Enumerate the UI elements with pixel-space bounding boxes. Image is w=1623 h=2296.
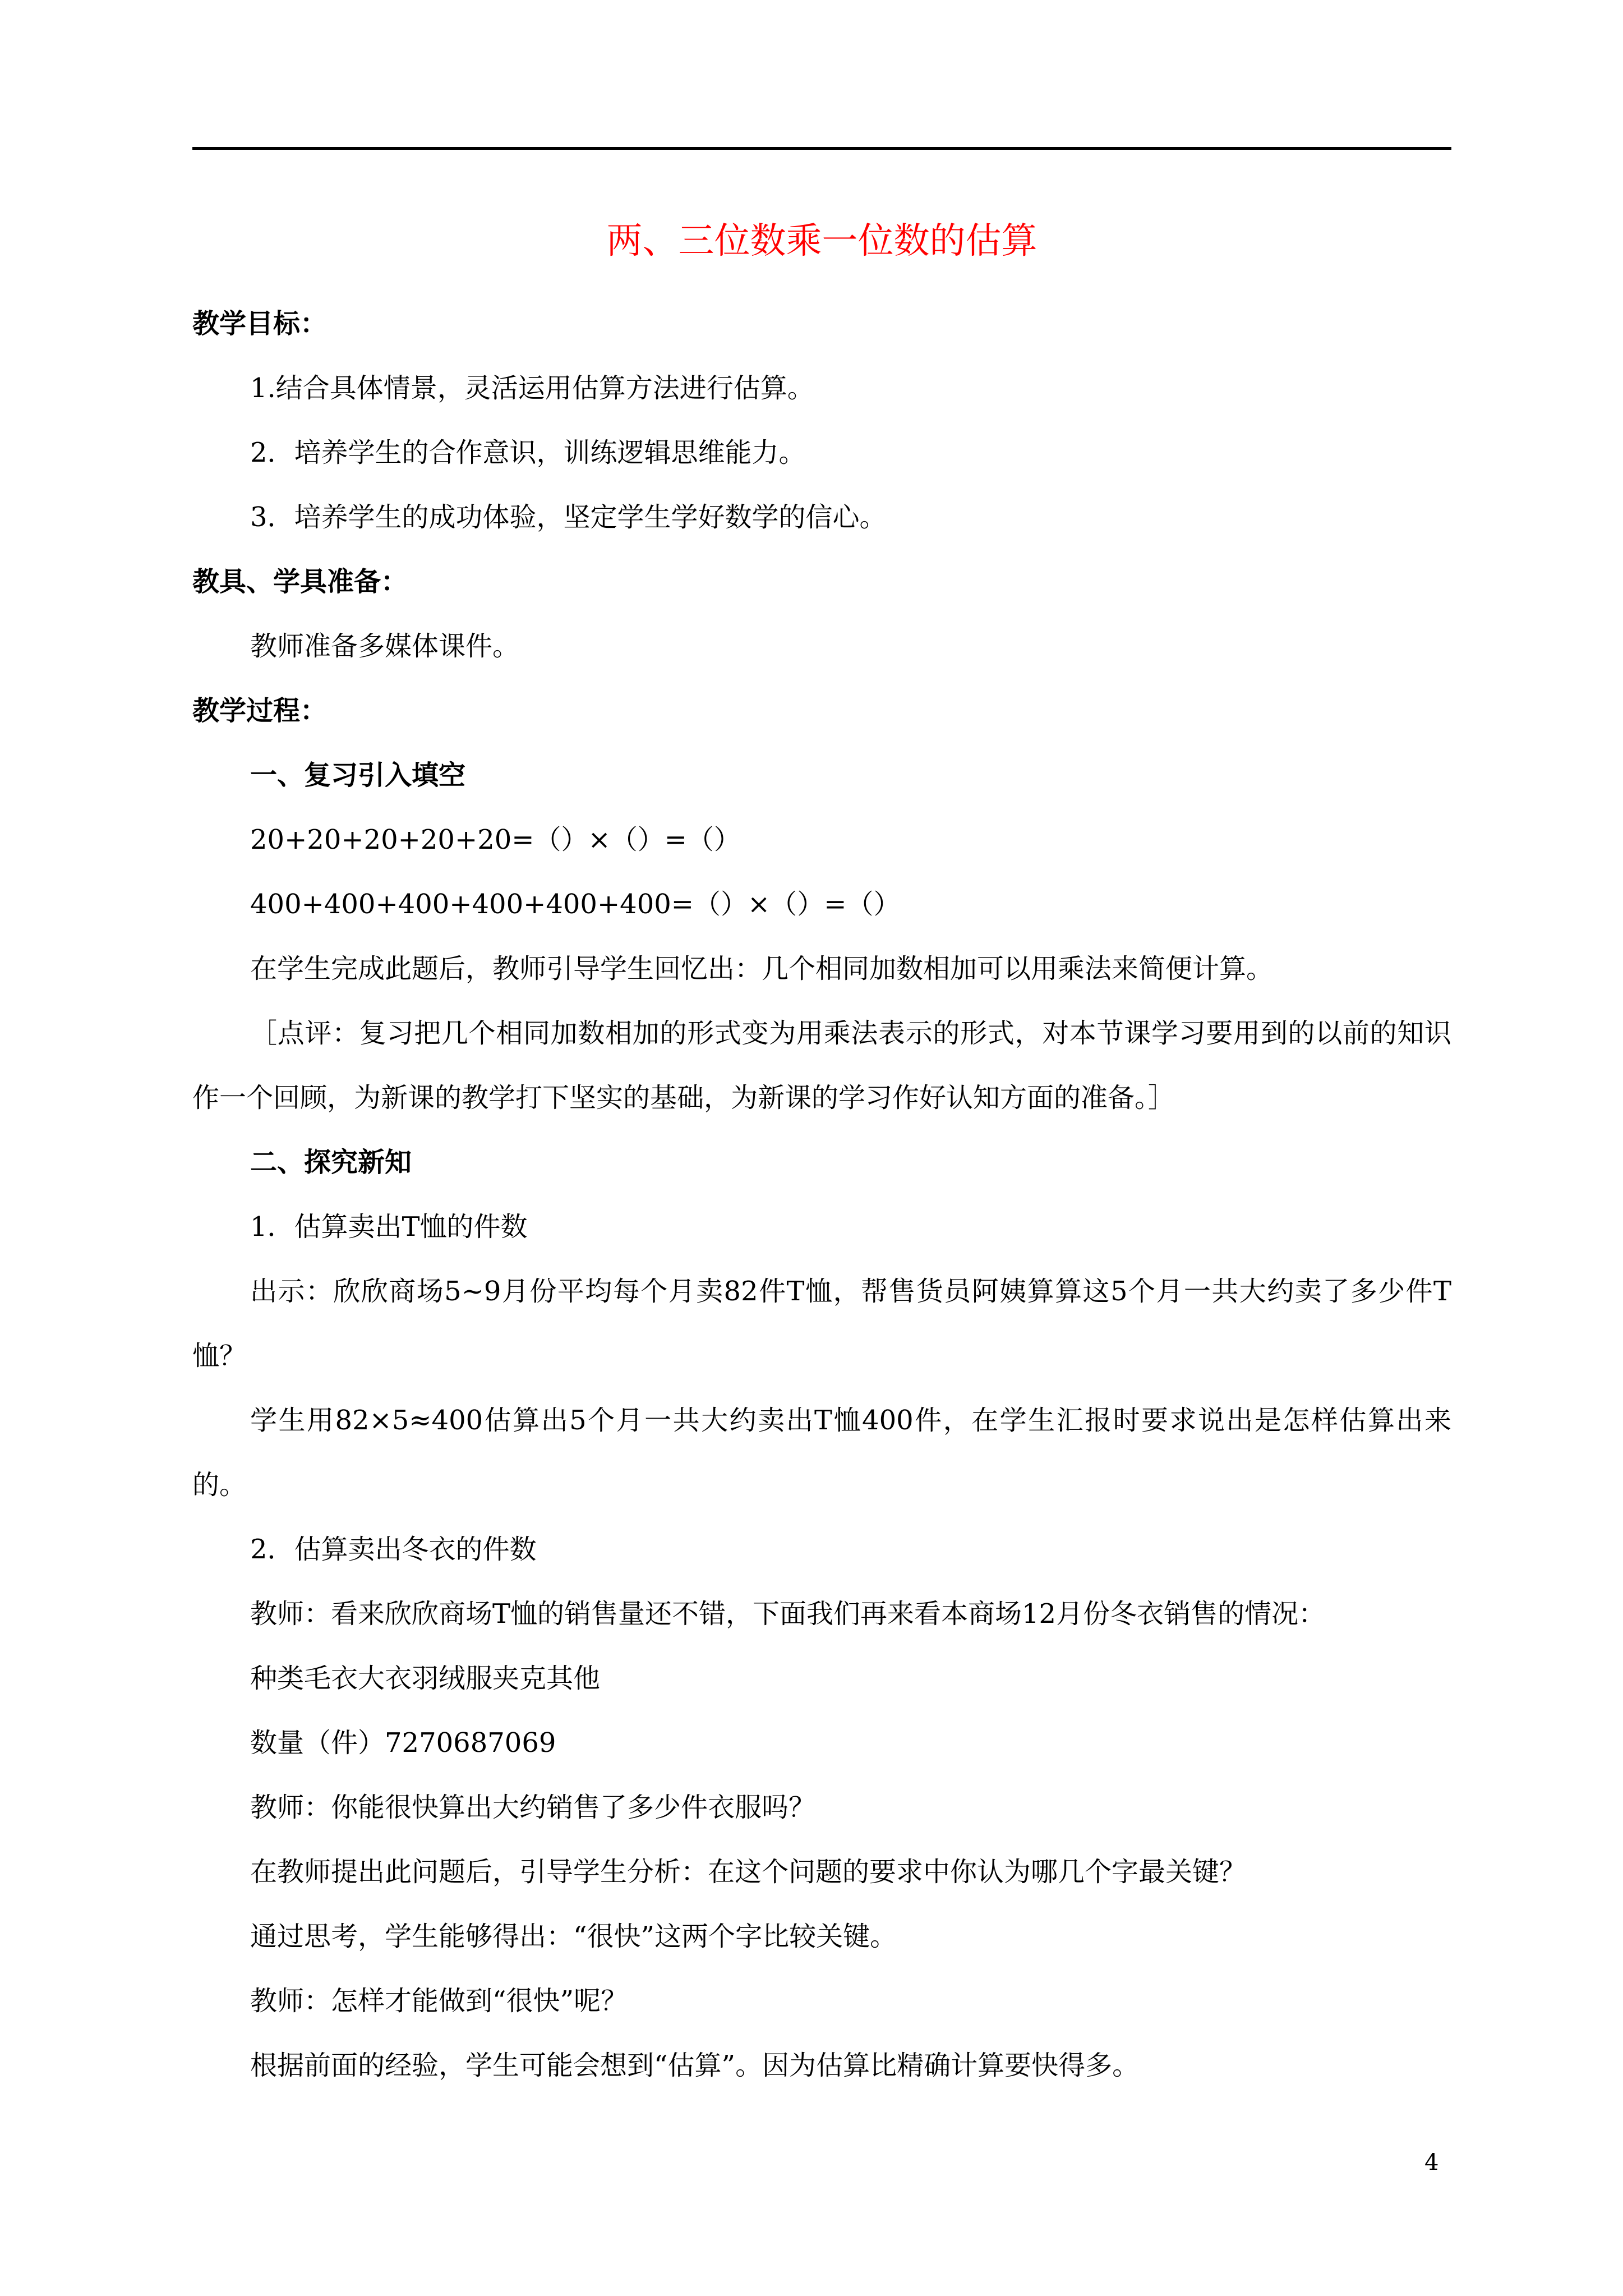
objectives-heading: 教学目标： xyxy=(192,308,328,339)
page-title: 两、三位数乘一位数的估算 xyxy=(606,220,1038,262)
document-body xyxy=(192,292,1451,2098)
sub2-teacher-3: 教师：怎样才能做到“很快”呢？ xyxy=(250,1985,628,2017)
section1-guide: 在学生完成此题后，教师引导学生回忆出：几个相同加数相加可以用乘法来简便计算。 xyxy=(250,953,1274,984)
preparation-heading: 教具、学具准备： xyxy=(192,566,408,597)
sub2-teacher-2: 教师：你能很快算出大约销售了多少件衣服吗？ xyxy=(250,1792,816,1823)
sub2-types-row: 种类毛衣大衣羽绒服夹克其他 xyxy=(250,1663,601,1694)
sub1-show: 出示：欣欣商场5~9月份平均每个月卖82件T恤，帮售货员阿姨算算这5个月一共大约卖了多少件T恤？ xyxy=(192,1276,1451,1372)
process-heading: 教学过程： xyxy=(192,695,328,726)
equation-1: 20+20+20+20+20=（）×（）=（） xyxy=(250,824,741,855)
sub2-think: 通过思考，学生能够得出：“很快”这两个字比较关键。 xyxy=(250,1921,897,1952)
page-number: 4 xyxy=(1424,2150,1439,2175)
sub1-student: 学生用82×5≈400估算出5个月一共大约卖出T恤400件，在学生汇报时要求说出是怎样估算出来的。 xyxy=(192,1405,1451,1501)
objective-item-1: 1.结合具体情景，灵活运用估算方法进行估算。 xyxy=(250,372,814,404)
sub2-teacher-1: 教师：看来欣欣商场T恤的销售量还不错，下面我们再来看本商场12月份冬衣销售的情况： xyxy=(250,1598,1326,1630)
objective-item-3: 3．培养学生的成功体验，坚定学生学好数学的信心。 xyxy=(250,501,887,533)
preparation-text: 教师准备多媒体课件。 xyxy=(250,631,520,662)
sub2-experience: 根据前面的经验，学生可能会想到“估算”。因为估算比精确计算要快得多。 xyxy=(250,2050,1140,2081)
sub1-heading: 1．估算卖出T恤的件数 xyxy=(250,1211,528,1243)
sub2-guide: 在教师提出此问题后，引导学生分析：在这个问题的要求中你认为哪几个字最关键？ xyxy=(250,1856,1247,1888)
section1-heading: 一、复习引入填空 xyxy=(250,760,466,791)
section2-heading: 二、探究新知 xyxy=(250,1147,412,1178)
section1-comment: ［点评：复习把几个相同加数相加的形式变为用乘法表示的形式，对本节课学习要用到的以前的知识作一个回顾，为新课的教学打下坚实的基础，为新课的学习作好认知方面的准备。］ xyxy=(192,1018,1451,1114)
equation-2: 400+400+400+400+400+400=（）×（）=（） xyxy=(250,889,901,920)
objective-item-2: 2．培养学生的合作意识，训练逻辑思维能力。 xyxy=(250,437,806,468)
sub2-quantity-row: 数量（件）7270687069 xyxy=(250,1727,556,1759)
header-rule xyxy=(192,147,1451,150)
sub2-heading: 2．估算卖出冬衣的件数 xyxy=(250,1534,537,1565)
